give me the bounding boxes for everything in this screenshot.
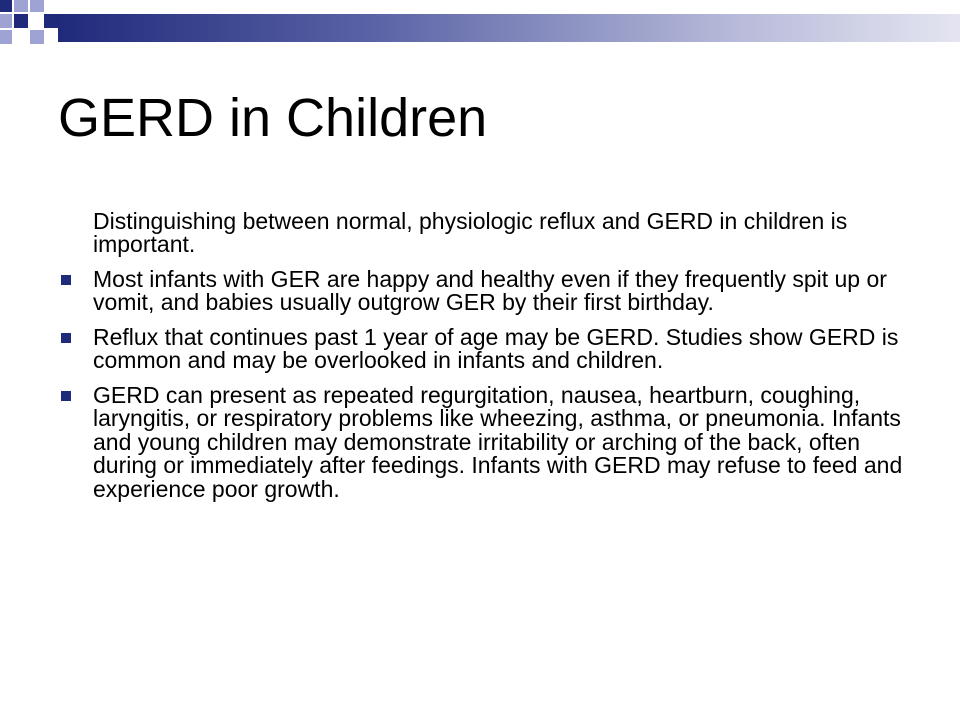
corner-square-decoration [44, 14, 58, 28]
corner-square-decoration [30, 30, 44, 44]
corner-square-decoration [30, 0, 44, 12]
corner-square-decoration [0, 0, 12, 12]
bullet-text: Reflux that continues past 1 year of age may be GERD. Studies show GERD is common and may be overlooked in infants and children. [93, 323, 899, 374]
corner-square-decoration [0, 30, 12, 44]
corner-square-decoration [0, 14, 12, 28]
bullet-text: GERD can present as repeated regurgitation, nausea, heartburn, coughing, laryngitis, or respiratory problems like wheezing, asthma, or pneumonia. Infants and young children may demonstrate irritability or arching of the back, often during or immediately after feedings. Infants with GERD may refuse to feed and experience poor growth. [93, 381, 903, 502]
corner-square-decoration [14, 0, 28, 12]
square-bullet-icon [61, 275, 71, 285]
header-gradient-bar [58, 14, 960, 42]
bullet-item [58, 265, 928, 316]
square-bullet-icon [61, 333, 71, 343]
corner-square-decoration [14, 14, 28, 28]
intro-paragraph [58, 210, 928, 257]
slide-title: GERD in Children [58, 88, 488, 148]
bullet-item [58, 381, 928, 502]
slide-body [58, 210, 928, 512]
intro-text: Distinguishing between normal, physiologic reflux and GERD in children is important. [93, 208, 848, 258]
square-bullet-icon [61, 391, 71, 401]
bullet-item [58, 323, 928, 374]
bullet-text: Most infants with GER are happy and healthy even if they frequently spit up or vomit, and babies usually outgrow GER by their first birthday. [93, 265, 887, 316]
